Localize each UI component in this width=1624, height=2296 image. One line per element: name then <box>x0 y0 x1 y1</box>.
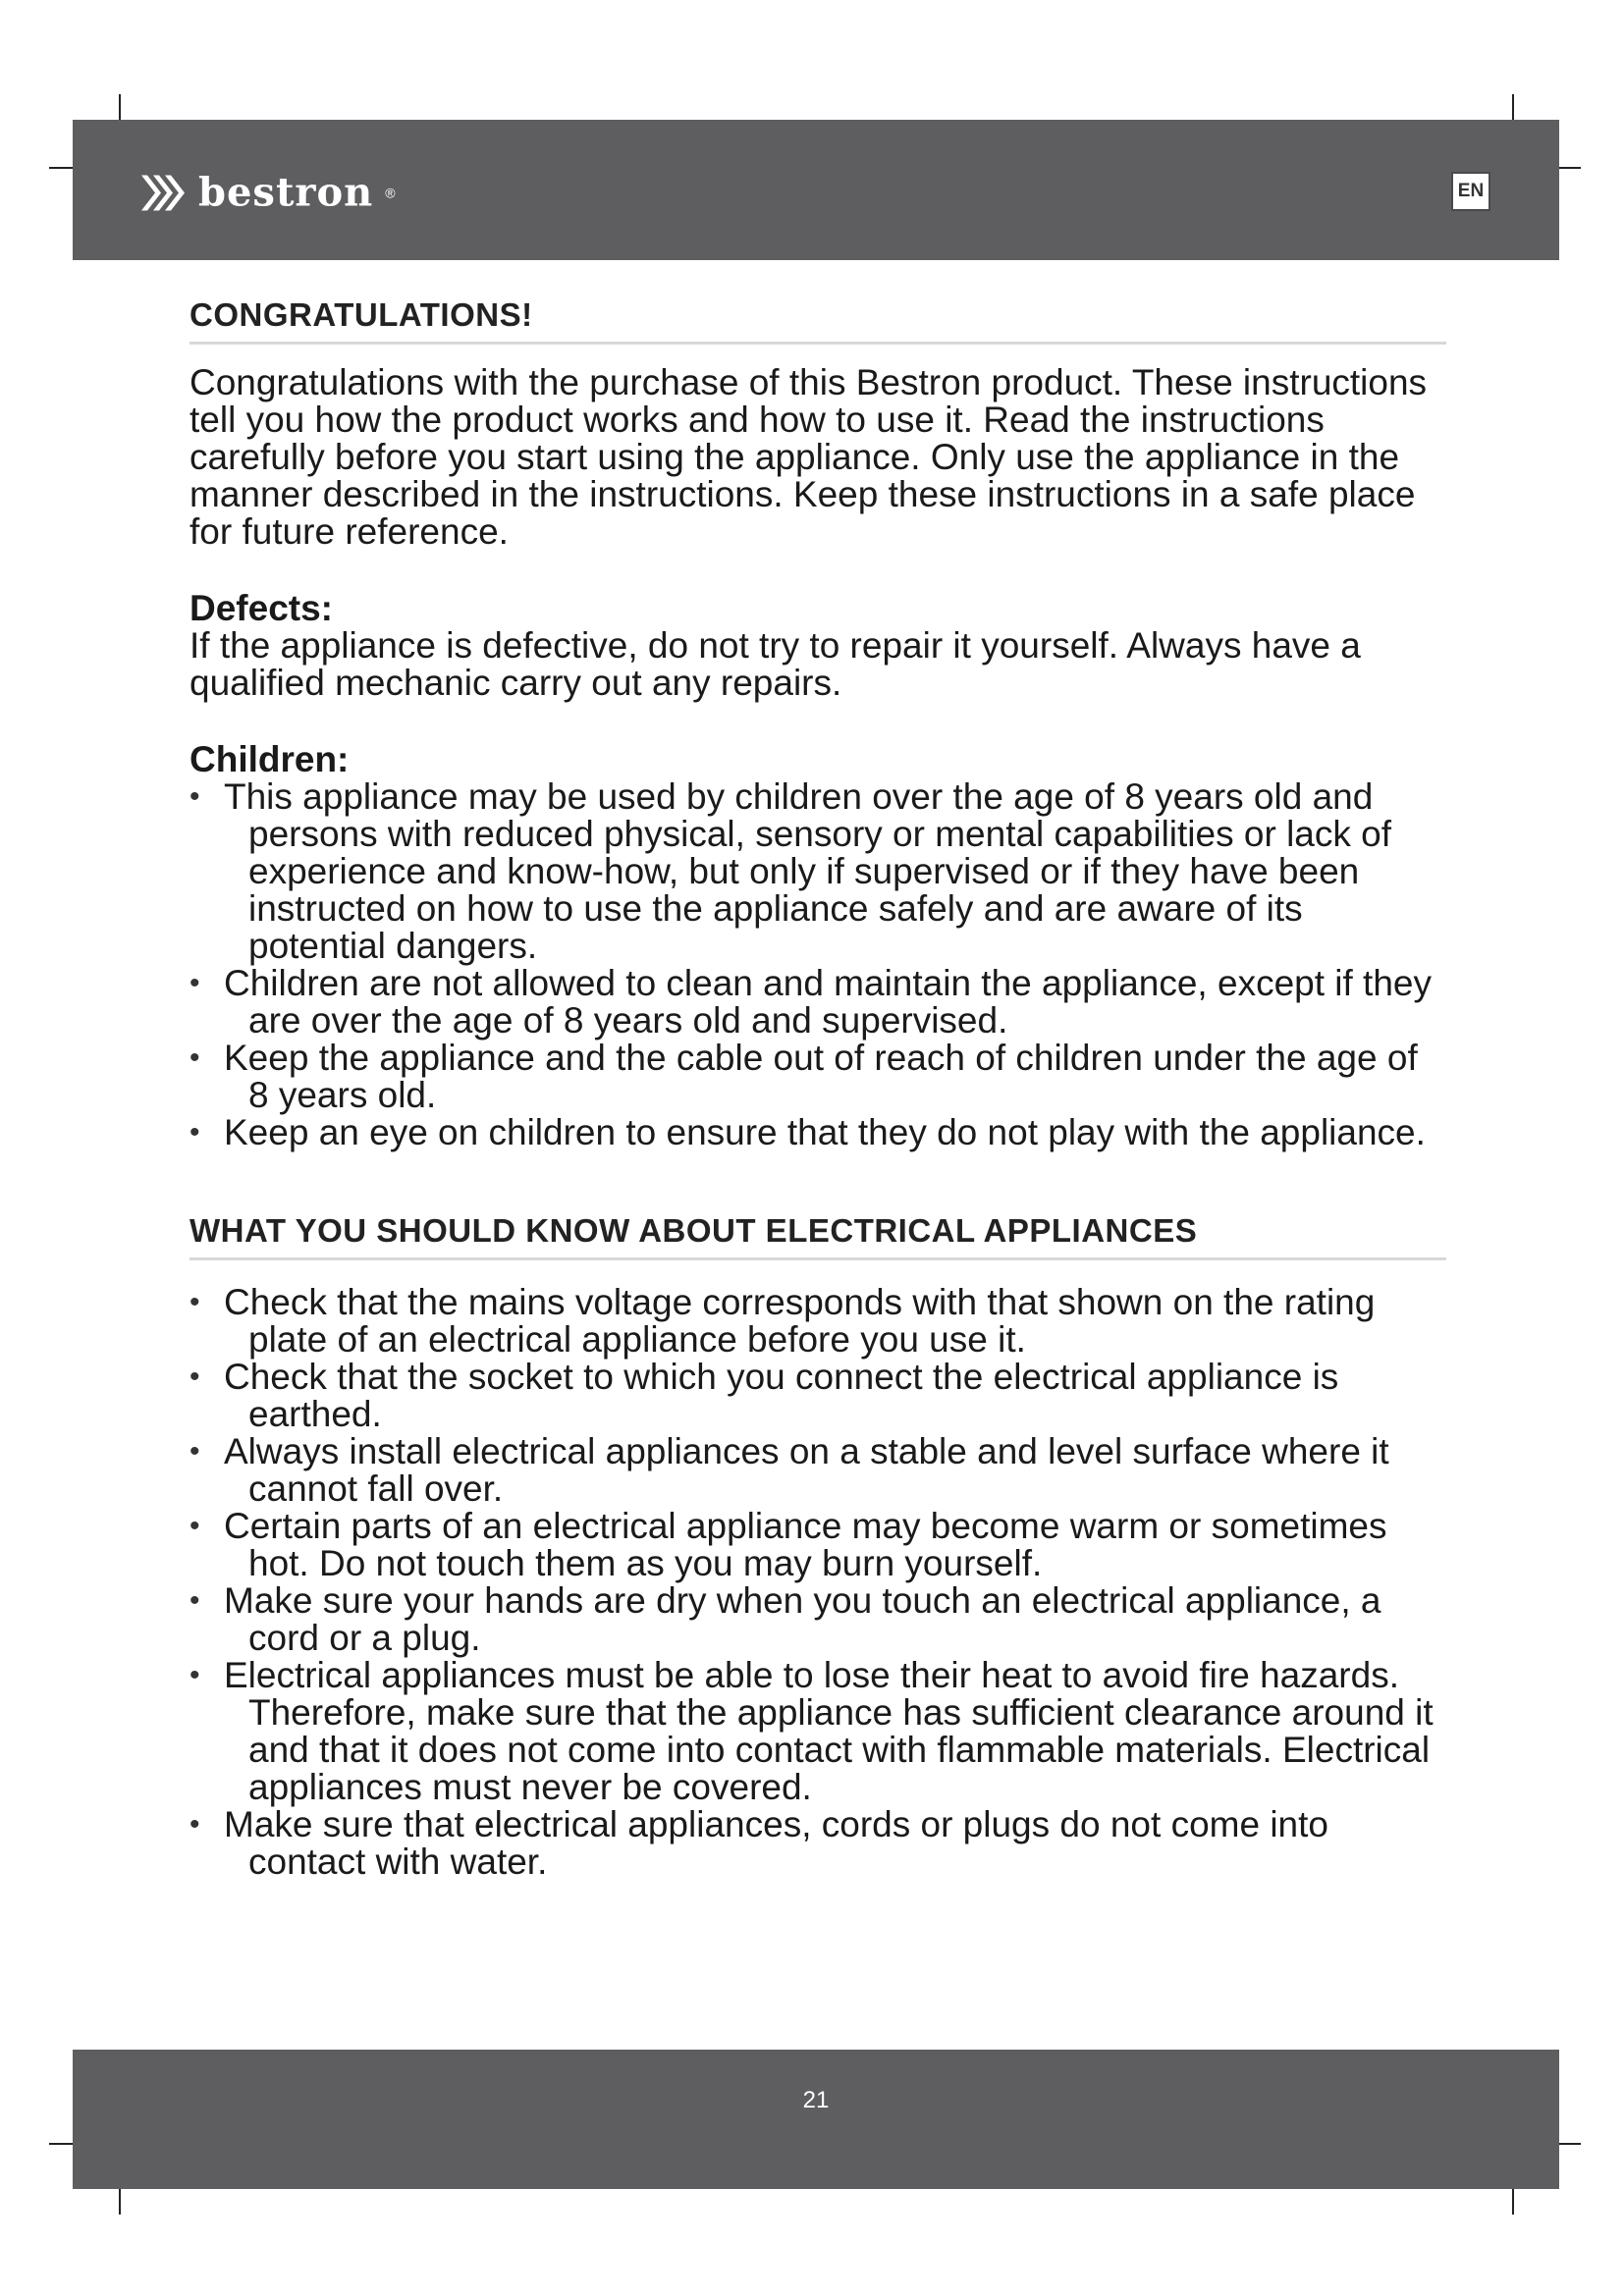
bullet-icon: • <box>189 1361 200 1393</box>
list-item-text: This appliance may be used by children over the age of 8 years old and persons with reduced physical, sensory or mental capabilities or lack of experience and know-how, but only if supervised or if they have been instructed on how to use the appliance safely and are aware of its potential dangers. <box>224 776 1392 966</box>
congratulations-section <box>189 296 1446 1151</box>
list-item-text: Always install electrical appliances on a stable and level surface where it cannot fall over. <box>224 1431 1389 1509</box>
brand-name: bestron <box>198 169 374 216</box>
language-badge: EN <box>1451 172 1490 211</box>
list-item-text: Make sure that electrical appliances, cords or plugs do not come into contact with water. <box>224 1804 1328 1882</box>
list-item-text: Keep an eye on children to ensure that they do not play with the appliance. <box>224 1112 1426 1152</box>
bullet-icon: • <box>189 1584 200 1617</box>
defects-heading: Defects: <box>189 588 333 628</box>
children-list <box>189 778 1446 1151</box>
bullet-icon: • <box>189 1435 200 1468</box>
bullet-icon: • <box>189 780 200 813</box>
footer-bar <box>73 2050 1559 2189</box>
bullet-icon: • <box>189 1041 200 1074</box>
list-item <box>189 1582 1446 1657</box>
brand-chevron-icon <box>139 173 189 212</box>
header-bar <box>73 120 1559 260</box>
list-item-text: Electrical appliances must be able to lose their heat to avoid fire hazards. Therefore, make sure that the appliance has sufficient clearance around it and that it does not come into contact with flammable materials. Electrical appliances must never be covered. <box>224 1655 1434 1807</box>
electrical-section <box>189 1212 1446 1881</box>
children-heading: Children: <box>189 739 350 779</box>
list-item-text: Make sure your hands are dry when you touch an electrical appliance, a cord or a plug. <box>224 1580 1381 1658</box>
brand-logo <box>139 170 396 216</box>
bullet-icon: • <box>189 1116 200 1148</box>
list-item <box>189 1359 1446 1433</box>
list-item-text: Check that the mains voltage corresponds with that shown on the rating plate of an electrical appliance before you use it. <box>224 1282 1376 1360</box>
page-content <box>189 296 1446 1881</box>
list-item-text: Certain parts of an electrical appliance may become warm or sometimes hot. Do not touch them as you may burn yourself. <box>224 1506 1387 1583</box>
list-item-text: Keep the appliance and the cable out of reach of children under the age of 8 years old. <box>224 1038 1418 1115</box>
list-item <box>189 778 1446 965</box>
intro-paragraph: Congratulations with the purchase of this Bestron product. These instructions tell you how the product works and how to use it. Read the instructions carefully before you start using the appliance. Only use the appliance in the manner described in the instructions. Keep these instructions in a safe place for future reference. <box>189 362 1428 552</box>
list-item <box>189 1433 1446 1508</box>
list-item <box>189 1040 1446 1114</box>
defects-paragraph: If the appliance is defective, do not try to repair it yourself. Always have a qualified mechanic carry out any repairs. <box>189 625 1361 703</box>
list-item <box>189 1657 1446 1806</box>
page-number: 21 <box>802 2087 830 2113</box>
bullet-icon: • <box>189 1808 200 1841</box>
list-item-text: Children are not allowed to clean and maintain the appliance, except if they are over the age of 8 years old and supervised. <box>224 963 1432 1041</box>
bullet-icon: • <box>189 1510 200 1542</box>
list-item-text: Check that the socket to which you connect the electrical appliance is earthed. <box>224 1357 1339 1434</box>
section-title: WHAT YOU SHOULD KNOW ABOUT ELECTRICAL APPLIANCES <box>189 1212 1446 1260</box>
registered-mark: ® <box>385 185 396 200</box>
list-item <box>189 1284 1446 1359</box>
list-item <box>189 965 1446 1040</box>
list-item <box>189 1806 1446 1881</box>
list-item <box>189 1114 1446 1151</box>
section-title: CONGRATULATIONS! <box>189 296 1446 345</box>
electrical-list <box>189 1284 1446 1881</box>
bullet-icon: • <box>189 967 200 999</box>
bullet-icon: • <box>189 1659 200 1691</box>
bullet-icon: • <box>189 1286 200 1318</box>
list-item <box>189 1508 1446 1582</box>
